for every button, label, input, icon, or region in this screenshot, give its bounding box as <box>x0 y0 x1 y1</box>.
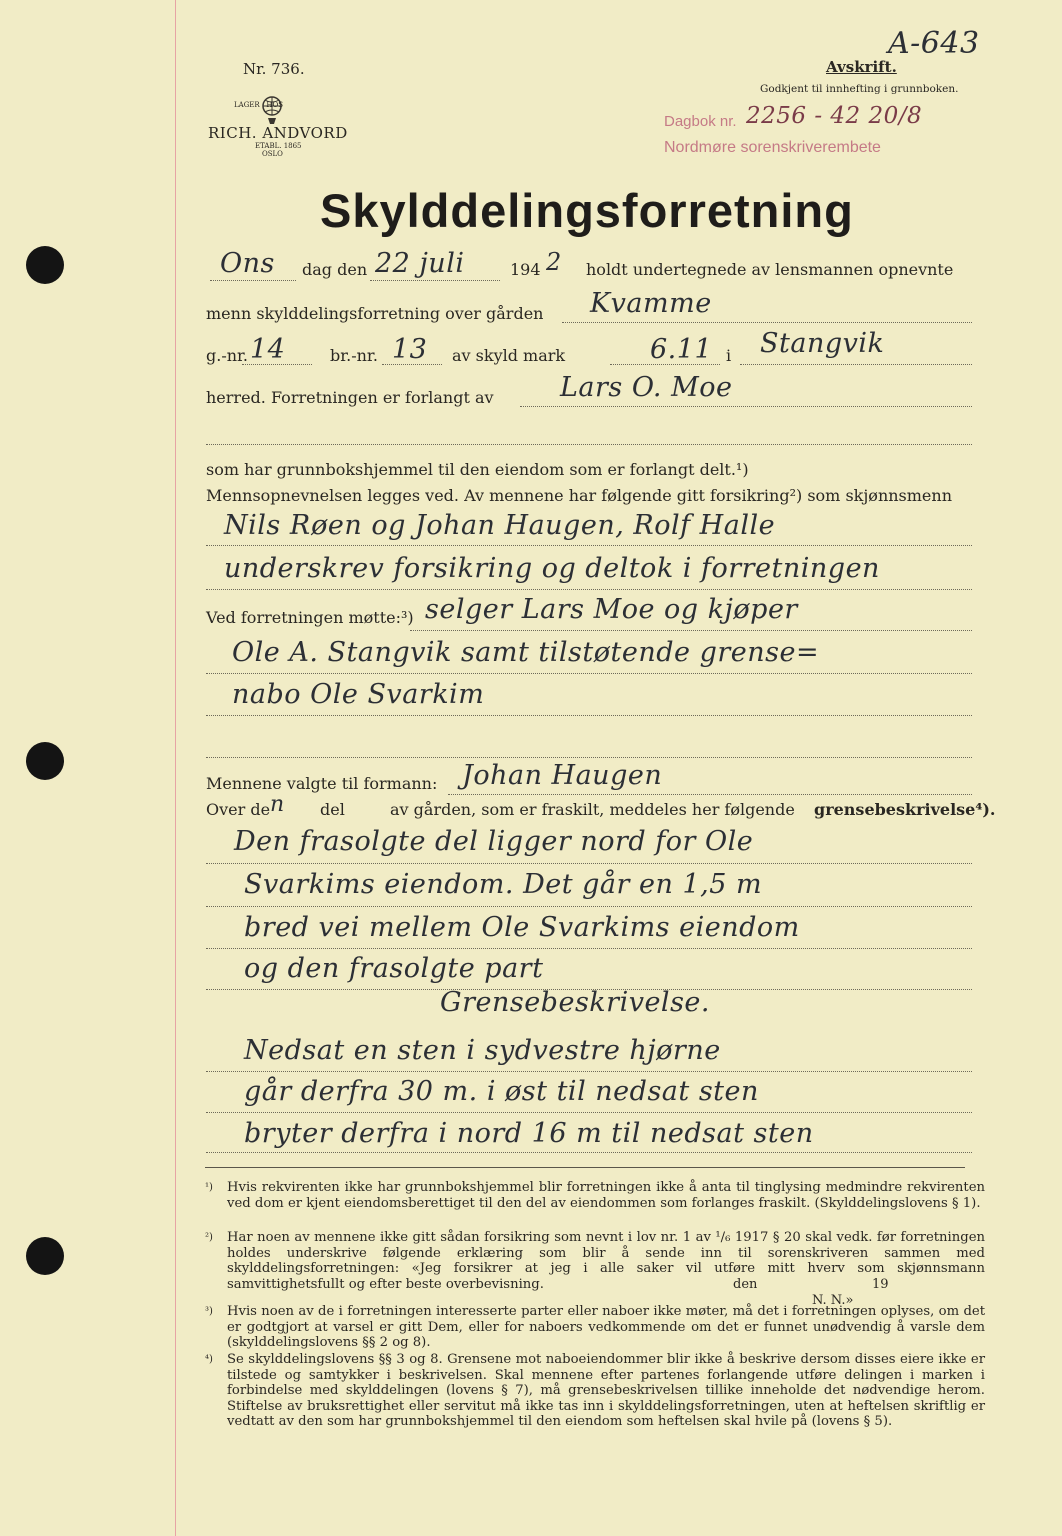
footnote-1 <box>205 1180 985 1211</box>
label-i: i <box>726 346 732 365</box>
fill-line <box>740 364 972 365</box>
document-title: Skylddelingsforretning <box>320 184 854 237</box>
municipality-field: Stangvik <box>760 328 885 359</box>
stamp-dagbok-label: Dagbok nr. <box>664 113 737 130</box>
met-line-2: Ole A. Stangvik samt tilstøtende grense= <box>232 637 820 668</box>
requester-field: Lars O. Moe <box>560 372 733 403</box>
label-gnr: g.-nr. <box>206 346 249 365</box>
fill-line <box>206 589 972 590</box>
fill-line <box>206 906 972 907</box>
fill-line <box>206 757 972 758</box>
margin-line <box>175 0 176 1536</box>
label-over-garden: menn skylddelingsforretning over gården <box>206 304 544 323</box>
fill-line <box>382 364 442 365</box>
publisher-line1: LAGER · HOS <box>234 101 283 109</box>
mark-field: 6.11 <box>650 334 713 365</box>
chair-name: Johan Haugen <box>462 760 663 791</box>
fill-line <box>206 948 972 949</box>
fill-line <box>206 863 972 864</box>
fill-line <box>410 630 972 631</box>
footnote-2-text: Har noen av mennene ikke gitt sådan forsikring som nevnt i lov nr. 1 av ¹/₆ 1917 § 20 skal vedk. før forretningen holdes underskrive følgende erklæring som blir å sende inn til sorenskriveren sammen med skylddelingsforretningen: «Jeg forsikrer at jeg i alle saker vil utføre mitt hverv som skjønnsmann samvittighetsfullt og efter beste overbevisning. <box>227 1230 985 1292</box>
label-forlangt-av: herred. Forretningen er forlangt av <box>206 388 494 407</box>
label-holdt: holdt undertegnede av lensmannen opnevnte <box>586 260 954 279</box>
met-line-3: nabo Ole Svarkim <box>232 679 485 710</box>
border-label-a: Over de <box>206 800 271 819</box>
fill-line <box>206 1071 972 1072</box>
border-label-d: grensebeskrivelse⁴). <box>814 800 996 819</box>
publisher-name: RICH. ANDVORD <box>208 124 348 142</box>
stamp-office: Nordmøre sorenskriverembete <box>664 139 881 156</box>
footnote-2-signature: N. N.» <box>812 1293 854 1308</box>
bnr-field: 13 <box>392 334 428 365</box>
grunnbok-text: som har grunnbokshjemmel til den eiendom som er forlangt delt.¹) <box>206 460 749 479</box>
border-line-7: går derfra 30 m. i øst til nedsat sten <box>244 1076 759 1107</box>
fill-line <box>206 444 972 445</box>
punch-hole <box>26 246 64 284</box>
fill-line <box>520 406 972 407</box>
border-label-n: n <box>270 792 285 817</box>
border-line-6: Nedsat en sten i sydvestre hjørne <box>244 1035 721 1066</box>
fill-line <box>206 673 972 674</box>
footnote-2 <box>205 1230 985 1292</box>
stamp-dagbok-number: 2256 - 42 20/8 <box>746 103 923 129</box>
label-year-prefix: 194 <box>510 260 541 279</box>
sworn-line-1: Nils Røen og Johan Haugen, Rolf Halle <box>224 510 776 541</box>
publisher-line2: ETABL. 1865 <box>255 142 302 150</box>
met-line-1: selger Lars Moe og kjøper <box>425 594 798 625</box>
footnote-4-text: Se skylddelingslovens §§ 3 og 8. Grensene mot naboeiendommer blir ikke å beskrive dersom disses eiere ikke er tilstede og samtykker i beskrivelsen. Skal mennene efter partenes forlangende utføre delingen i marken i forbindelse med skylddelingen (lovens § 7), må grensebeskrivelsen tillike inneholde det nødvendige herom. Stiftelse av bruksrettighet eller servitut må ikke tas inn i skylddelingsforretningen, uten at heftelsen skriftlig er vedtatt av den som har grunnbokshjemmel til den eiendom som heftelsen skal hvile på (lovens § 5). <box>227 1352 985 1430</box>
border-label-c: av gården, som er fraskilt, meddeles her følgende <box>390 800 795 819</box>
date-field: 22 juli <box>375 248 465 279</box>
border-line-4: og den frasolgte part <box>244 953 544 984</box>
punch-hole <box>26 742 64 780</box>
footnote-2-year: 19 <box>872 1277 889 1292</box>
chair-label: Mennene valgte til formann: <box>206 774 438 793</box>
archive-reference: A-643 <box>888 26 980 61</box>
footnote-2-number: ²) <box>205 1232 213 1243</box>
fill-line <box>562 322 972 323</box>
punch-hole <box>26 1237 64 1275</box>
footnote-4 <box>205 1352 985 1430</box>
border-line-2: Svarkims eiendom. Det går en 1,5 m <box>244 869 763 900</box>
form-number: Nr. 736. <box>243 60 305 78</box>
label-skyld-mark: av skyld mark <box>452 346 566 365</box>
sworn-line-2: underskrev forsikring og deltok i forretningen <box>224 553 880 584</box>
footnote-1-number: ¹) <box>205 1182 213 1193</box>
fill-line <box>206 545 972 546</box>
fill-line <box>210 280 296 281</box>
mennsopnevnelse-text: Mennsopnevnelsen legges ved. Av mennene har følgende gitt forsikring²) som skjønnsmenn <box>206 486 953 505</box>
farm-field: Kvamme <box>590 288 712 319</box>
footnote-3-text: Hvis noen av de i forretningen interesserte parter eller naboer ikke møter, må det i forretningen oplyses, om det er godtgjort at varsel er gitt Dem, eller for naboers vedkommende om det er funnet unødvendig å varsle dem (skylddelingslovens §§ 2 og 8). <box>227 1304 985 1351</box>
footnote-3-number: ³) <box>205 1306 213 1317</box>
weekday-field: Ons <box>220 248 275 279</box>
fill-line <box>206 1152 972 1153</box>
footnote-1-text: Hvis rekvirenten ikke har grunnbokshjemmel blir forretningen ikke å anta til tinglysing medmindre rekvirenten ved dom er kjent eiendomsberettiget til den del av eiendommen som forlanges fraskilt. (Skylddelingslovens § 1). <box>227 1180 985 1211</box>
label-bnr: br.-nr. <box>330 346 378 365</box>
year-digit-field: 2 <box>546 248 562 276</box>
fill-line <box>206 1112 972 1113</box>
border-line-1: Den frasolgte del ligger nord for Ole <box>234 826 754 857</box>
footnote-3 <box>205 1304 985 1351</box>
approval-note: Godkjent til innhefting i grunnboken. <box>760 83 959 95</box>
fill-line <box>370 280 500 281</box>
gnr-field: 14 <box>250 334 286 365</box>
label-dag-den: dag den <box>302 260 368 279</box>
footnote-4-number: ⁴) <box>205 1354 213 1365</box>
border-line-8: bryter derfra i nord 16 m til nedsat sten <box>244 1118 814 1149</box>
border-line-5: Grensebeskrivelse. <box>440 987 710 1018</box>
border-line-3: bred vei mellem Ole Svarkims eiendom <box>244 912 800 943</box>
fill-line <box>242 364 312 365</box>
border-label-b: del <box>320 800 345 819</box>
fill-line <box>610 364 720 365</box>
footnote-2-den: den <box>733 1277 758 1292</box>
met-label: Ved forretningen møtte:³) <box>206 608 414 627</box>
publisher-line3: OSLO <box>262 150 283 158</box>
fill-line <box>206 715 972 716</box>
copy-label: Avskrift. <box>826 58 897 76</box>
footnote-separator <box>205 1167 965 1168</box>
fill-line <box>448 794 972 795</box>
